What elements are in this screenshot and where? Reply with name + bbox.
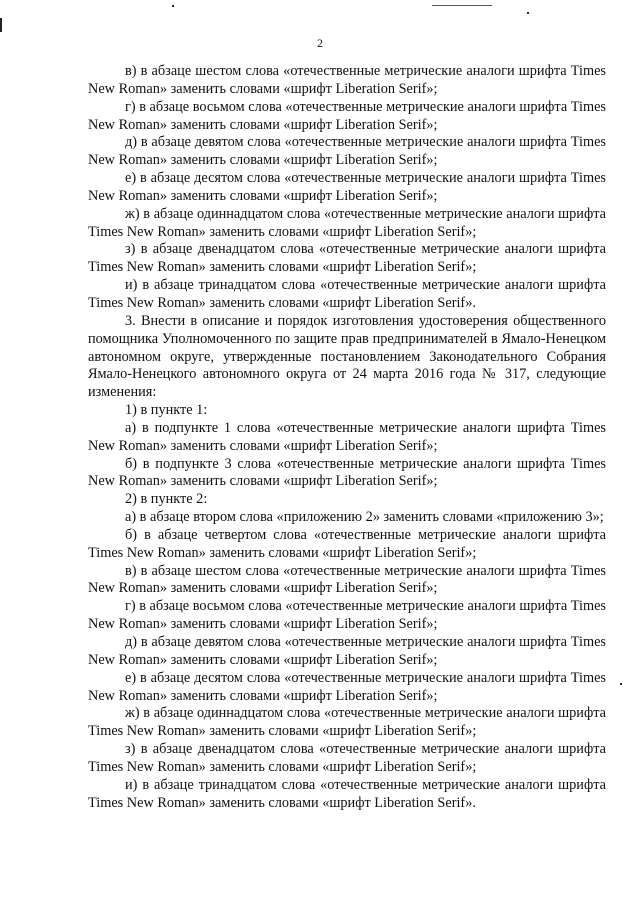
scan-artifact bbox=[0, 18, 2, 32]
paragraph: а) в подпункте 1 слова «отечественные метрические аналоги шрифта Times New Roman» заменить словами «шрифт Liberation Serif»; bbox=[88, 419, 606, 454]
paragraph: а) в абзаце втором слова «приложению 2» заменить словами «приложению 3»; bbox=[125, 509, 604, 526]
paragraph: б) в подпункте 3 слова «отечественные метрические аналоги шрифта Times New Roman» заменить словами «шрифт Liberation Serif»; bbox=[88, 455, 606, 490]
paragraph: 2) в пункте 2: bbox=[125, 491, 208, 508]
paragraph: г) в абзаце восьмом слова «отечественные метрические аналоги шрифта Times New Roman» заменить словами «шрифт Liberation Serif»; bbox=[88, 598, 606, 633]
paragraph: д) в абзаце девятом слова «отечественные метрические аналоги шрифта Times New Roman» заменить словами «шрифт Liberation Serif»; bbox=[88, 134, 606, 169]
page-number: 2 bbox=[317, 36, 323, 50]
paragraph: г) в абзаце восьмом слова «отечественные метрические аналоги шрифта Times New Roman» заменить словами «шрифт Liberation Serif»; bbox=[88, 98, 606, 133]
paragraph: в) в абзаце шестом слова «отечественные метрические аналоги шрифта Times New Roman» заменить словами «шрифт Liberation Serif»; bbox=[88, 562, 606, 597]
paragraph: и) в абзаце тринадцатом слова «отечественные метрические аналоги шрифта Times New Roman» заменить словами «шрифт Liberation Serif». bbox=[88, 776, 606, 811]
paragraph: ж) в абзаце одиннадцатом слова «отечественные метрические аналоги шрифта Times New Roman» заменить словами «шрифт Liberation Serif»; bbox=[88, 705, 606, 740]
paragraph: в) в абзаце шестом слова «отечественные метрические аналоги шрифта Times New Roman» заменить словами «шрифт Liberation Serif»; bbox=[88, 63, 606, 97]
scan-artifact bbox=[527, 12, 529, 14]
paragraph: д) в абзаце девятом слова «отечественные метрические аналоги шрифта Times New Roman» заменить словами «шрифт Liberation Serif»; bbox=[88, 634, 606, 668]
paragraph: е) в абзаце десятом слова «отечественные метрические аналоги шрифта Times New Roman» заменить словами «шрифт Liberation Serif»; bbox=[88, 669, 606, 704]
document-body bbox=[88, 63, 606, 812]
paragraph: и) в абзаце тринадцатом слова «отечественные метрические аналоги шрифта Times New Roman» заменить словами «шрифт Liberation Serif». bbox=[88, 277, 606, 311]
paragraph: 1) в пункте 1: bbox=[125, 402, 208, 419]
paragraph: б) в абзаце четвертом слова «отечественные метрические аналоги шрифта Times New Roman» заменить словами «шрифт Liberation Serif»; bbox=[88, 526, 606, 561]
paragraph: з) в абзаце двенадцатом слова «отечественные метрические аналоги шрифта Times New Roman» заменить словами «шрифт Liberation Serif»; bbox=[88, 741, 606, 775]
paragraph: е) в абзаце десятом слова «отечественные метрические аналоги шрифта Times New Roman» заменить словами «шрифт Liberation Serif»; bbox=[88, 170, 606, 204]
scan-artifact bbox=[432, 5, 492, 6]
paragraph: ж) в абзаце одиннадцатом слова «отечественные метрические аналоги шрифта Times New Roman» заменить словами «шрифт Liberation Serif»; bbox=[88, 205, 606, 240]
scan-artifact bbox=[620, 683, 622, 685]
scan-artifact bbox=[172, 5, 174, 7]
paragraph: з) в абзаце двенадцатом слова «отечественные метрические аналоги шрифта Times New Roman» заменить словами «шрифт Liberation Serif»; bbox=[88, 241, 606, 276]
paragraph: 3. Внести в описание и порядок изготовления удостоверения общественного помощника Уполномоченного по защите прав предпринимателей в Ямало-Ненецком автономном округе, утвержденные постановлением Законодательного Собрания Ямало-Ненецкого автономного округа от 24 марта 2016 года № 317, следующие изменения: bbox=[88, 312, 606, 401]
